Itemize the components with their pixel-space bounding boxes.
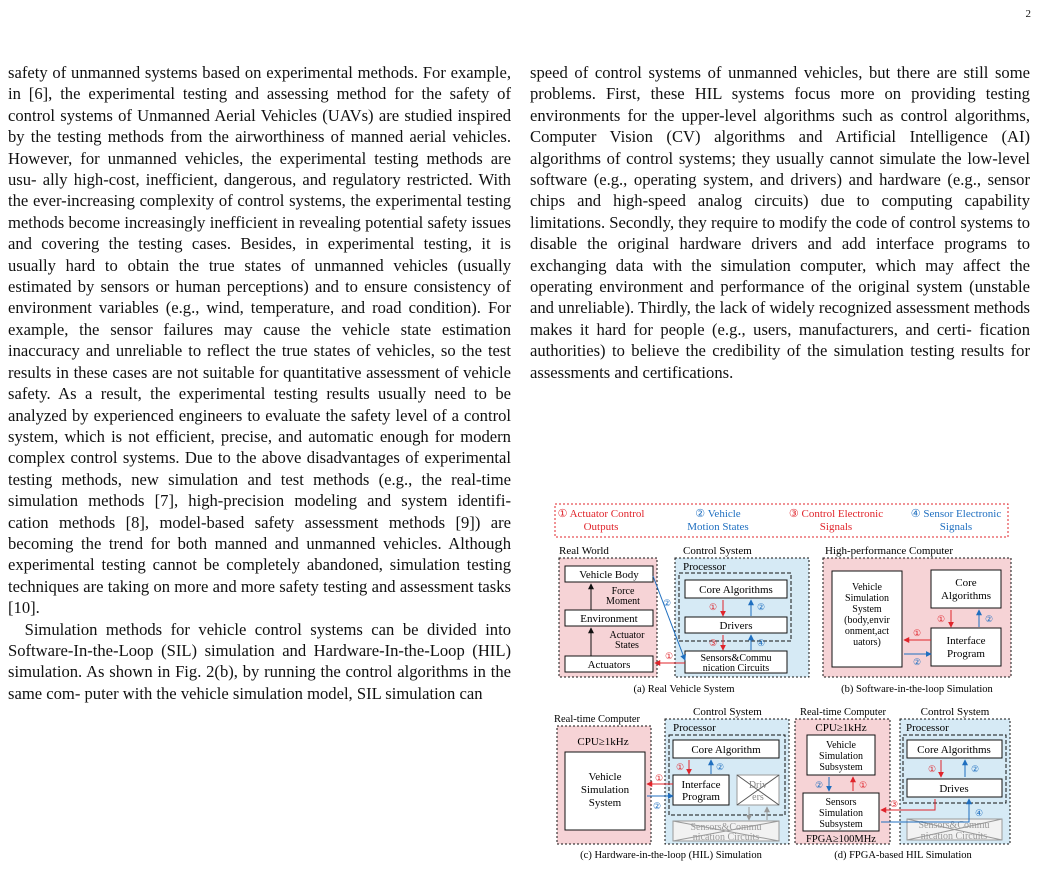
- text-line: add interface programs to exchanging data with the simulation: [530, 234, 1031, 275]
- panel-d-fpga-hil-simulation: [795, 706, 1010, 861]
- text-line: speed of control systems of unmanned vehicles, but there are: [530, 63, 957, 82]
- marker-3: ③: [889, 799, 899, 809]
- sensors-comm-c-line2: nication Circuits: [692, 832, 760, 843]
- sensors-comm-c-line1: Sensors&Commu: [690, 822, 762, 833]
- sensors-comm-d-line2: nication Circuits: [920, 831, 988, 842]
- marker-2: ②: [814, 780, 824, 790]
- text-line: experimental testing methods become increasingly inefficient: [8, 191, 511, 232]
- sensors-sim-line2: Simulation: [819, 808, 863, 819]
- real-world-label: Real World: [559, 545, 609, 557]
- text-line: Thirdly, the lack of widely recognized assessment methods: [638, 298, 1030, 318]
- sensors-comm-line2: nication Circuits: [702, 663, 770, 674]
- marker-1: ①: [912, 628, 922, 638]
- text-line: still some problems. First, these HIL systems focus more on: [530, 63, 1030, 104]
- text-line: are not suitable for quantitative assessment of vehicle safety.: [8, 362, 511, 404]
- interface-program-c-line2: Program: [682, 791, 720, 803]
- core-algorithms-b-line2: Algorithms: [940, 590, 992, 602]
- text-line: performance of the original system (unstable and unreliable).: [530, 277, 1030, 318]
- control-system-c-label: Control System: [693, 706, 762, 718]
- panel-a-real-vehicle-system: [559, 545, 809, 695]
- caption-c: (c) Hardware-in-the-loop (HIL) Simulation: [580, 850, 762, 861]
- text-line: As a result, the experimental testing results usually need to: [58, 384, 487, 404]
- text-line: the true states of vehicles, so the test results in these cases: [8, 341, 511, 382]
- actuators-box: Actuators: [587, 659, 631, 671]
- text-line: computer, which may affect the operating environment and: [530, 255, 1030, 297]
- marker-2: ②: [652, 801, 662, 811]
- text-line: from the airworthiness of manned aerial vehicles. However, for: [8, 127, 511, 168]
- interface-program-c-line1: Interface: [681, 779, 721, 791]
- interface-program-b-line1: Interface: [946, 635, 986, 647]
- figure-2-diagram: [551, 500, 1014, 862]
- text-line: automatic enough for modern complex control systems. Due: [8, 426, 511, 468]
- text-line: abandoned, simulation testing techniques are taking on more: [8, 555, 512, 596]
- text-line: be divided into Software-In-the-Loop (SIL) simulation: [8, 619, 512, 660]
- caption-d: (d) FPGA-based HIL Simulation: [834, 850, 972, 861]
- legend-item-2-line2: Motion States: [687, 521, 749, 533]
- text-line: With the ever-increasing complexity of control systems, the: [8, 170, 511, 211]
- text-line: safety of unmanned systems based on experimental methods.: [8, 63, 418, 82]
- text-line: fication authorities) to believe the credibility of the simulation: [530, 319, 1030, 361]
- core-algorithms-b-line1: Core: [955, 577, 977, 589]
- text-line: Simulation methods for vehicle control systems can: [24, 619, 395, 639]
- panel-b-sil-simulation: [823, 545, 1011, 695]
- text-line: be analyzed by experienced engineers to evaluate the safety: [8, 384, 512, 425]
- marker-2: ②: [912, 657, 922, 667]
- marker-1: ①: [708, 602, 718, 612]
- marker-4: ④: [974, 808, 984, 818]
- text-line: vehicles. Although experimental testing cannot be completely: [8, 533, 511, 575]
- text-line: makes it hard for people (e.g., users, manufacturers, and certi-: [530, 319, 972, 339]
- core-algorithms-box: Core Algorithms: [699, 584, 773, 596]
- paragraph: [8, 619, 511, 705]
- real-time-computer-d-label: Real-time Computer: [799, 707, 887, 718]
- sensors-sim-line3: Subsystem: [819, 819, 863, 830]
- control-system-label: Control System: [683, 545, 752, 557]
- processor-c-label: Processor: [673, 722, 716, 734]
- drivers-crossed-line1: Driv: [748, 780, 768, 791]
- text-line: of environment variables (e.g., wind, temperature, and road: [8, 277, 511, 318]
- text-line: obtain the true states of unmanned vehicles (usually estimated: [8, 255, 511, 297]
- figure-2: [551, 500, 1014, 862]
- marker-1: ①: [675, 762, 685, 772]
- vehicle-sim-line6: uators): [853, 637, 881, 648]
- text-line: such as control algorithms, Computer Vision (CV) algorithms: [530, 105, 1030, 147]
- sensors-comm-d-line1: Sensors&Commu: [918, 820, 990, 831]
- text-line: methods [7], high-precision modeling and system identifi-: [88, 491, 511, 511]
- marker-1: ①: [654, 773, 664, 783]
- text-line: cases. Besides, in experimental testing, it is usually hard to: [8, 234, 511, 275]
- legend-item-4-line1: ④ Sensor Electronic: [910, 508, 1002, 520]
- text-line: cation methods [8], model-based safety assessment methods: [8, 512, 446, 532]
- legend-item-4-line2: Signals: [939, 521, 973, 533]
- text-line: limitations. Secondly, they require to modify the code of: [530, 212, 906, 232]
- text-line: and Hardware-In-the-Loop (HIL) simulation. As shown in: [8, 640, 511, 682]
- panel-c-hil-simulation: [554, 706, 789, 861]
- left-column: [8, 62, 511, 704]
- text-line: ally high-cost, inefficient, dangerous, and regulatory restricted.: [42, 170, 473, 190]
- legend-item-3-line1: ③ Control Electronic: [788, 508, 884, 520]
- vehicle-sim-c-line3: System: [588, 797, 622, 809]
- real-time-computer-label: Real-time Computer: [554, 714, 641, 725]
- marker-4: ④: [756, 638, 766, 648]
- text-line: vehicle state estimation inaccuracy and unreliable to reflect: [8, 319, 511, 361]
- paragraph: [530, 62, 1030, 383]
- drives-box: Drives: [939, 783, 969, 795]
- marker-2: ②: [756, 602, 766, 612]
- text-line: operating system, and drivers) and hardware (e.g., sensor chips: [530, 170, 1030, 211]
- text-line: Fig. 2(b), by running the control algorithms in the same com-: [8, 662, 511, 703]
- text-line: Vehicles (UAVs) are studied inspired by the testing methods: [8, 105, 512, 147]
- text-line: in revealing potential safety issues and covering the testing: [8, 212, 511, 254]
- figure-legend: [555, 504, 1008, 537]
- text-line: For example, in [6], the experimental testing and assessing: [8, 63, 511, 104]
- vehicle-body-box: Vehicle Body: [579, 569, 639, 581]
- text-line: and Artificial Intelligence (AI) algorithms of control systems;: [530, 127, 1031, 168]
- force-moment-line2: Moment: [606, 596, 640, 607]
- text-line: [9]) are becoming the trend for both manned and unmanned: [8, 512, 511, 553]
- legend-item-3-line2: Signals: [819, 521, 853, 533]
- cpu-d-label: CPU≥1kHz: [815, 722, 867, 734]
- processor-d-label: Processor: [906, 722, 949, 734]
- marker-1: ①: [927, 764, 937, 774]
- text-line: control systems to disable the original hardware drivers and: [530, 212, 1030, 254]
- text-line: and more safety testing and assessment tasks [10].: [8, 576, 512, 618]
- processor-label: Processor: [683, 561, 726, 573]
- caption-a: (a) Real Vehicle System: [633, 684, 735, 695]
- high-performance-computer-label: High-performance Computer: [825, 545, 953, 557]
- marker-2: ②: [984, 614, 994, 624]
- vehicle-sim-line3: System: [852, 604, 882, 615]
- marker-1: ①: [858, 780, 868, 790]
- sensors-comm-line1: Sensors&Commu: [700, 653, 772, 664]
- marker-2: ②: [662, 598, 672, 608]
- marker-3: ③: [708, 638, 718, 648]
- vehicle-sim-c-line2: Simulation: [580, 784, 630, 796]
- caption-b: (b) Software-in-the-loop Simulation: [841, 684, 993, 695]
- vehicle-sim-line5: onment,act: [844, 626, 890, 637]
- text-line: testing results for assessments and certifications.: [530, 341, 1030, 382]
- control-system-d-label: Control System: [920, 706, 990, 718]
- interface-program-b-line2: Program: [947, 648, 985, 660]
- legend-item-1-line1: ① Actuator Control: [557, 508, 645, 520]
- text-line: they usually cannot simulate the low-level software (e.g.,: [530, 148, 1030, 190]
- vehicle-sim-line2: Simulation: [845, 593, 889, 604]
- page-number: 2: [1025, 8, 1031, 20]
- marker-2: ②: [715, 762, 725, 772]
- text-line: providing testing environments for the upper-level algorithms: [530, 84, 1030, 125]
- cpu-label: CPU≥1kHz: [577, 736, 629, 748]
- text-line: method for the safety of control systems of Unmanned Aerial: [8, 84, 511, 125]
- marker-1: ①: [664, 651, 674, 661]
- actuator-states-line1: Actuator: [609, 630, 645, 641]
- core-algorithms-d-box: Core Algorithms: [917, 744, 991, 756]
- sensors-sim-line1: Sensors: [825, 797, 857, 808]
- paragraph: [8, 62, 511, 619]
- vehicle-sim-line4: (body,envir: [844, 615, 890, 626]
- force-moment-line1: Force: [611, 586, 635, 597]
- vehicle-sim-line1: Vehicle: [852, 582, 882, 593]
- text-line: puter with the vehicle simulation model, SIL simulation can: [84, 683, 483, 703]
- text-line: by sensors or human perceptions) and to ensure consistency: [77, 277, 492, 297]
- environment-box: Environment: [580, 613, 638, 625]
- text-line: condition). For example, the sensor failures may cause the: [8, 298, 512, 339]
- vehicle-sim-d-line2: Simulation: [819, 751, 863, 762]
- text-line: and high-speed analog circuits) due to computing capability: [577, 191, 1030, 211]
- drivers-crossed-line2: ers: [752, 792, 764, 803]
- core-algorithm-c-box: Core Algorithm: [691, 744, 761, 756]
- marker-1: ①: [936, 614, 946, 624]
- actuator-states-line2: States: [615, 640, 639, 651]
- text-line: new simulation and test methods (e.g., the real-time simulation: [8, 469, 511, 511]
- fpga-label: FPGA≥100MHz: [806, 834, 876, 845]
- marker-2: ②: [970, 764, 980, 774]
- right-column: [530, 62, 1030, 383]
- vehicle-sim-c-line1: Vehicle: [588, 771, 622, 783]
- vehicle-sim-d-line3: Subsystem: [819, 762, 863, 773]
- drivers-box: Drivers: [719, 620, 753, 632]
- legend-item-1-line2: Outputs: [583, 521, 619, 533]
- text-line: to the above disadvantages of experimental testing methods,: [8, 448, 511, 489]
- legend-item-2-line1: ② Vehicle: [695, 508, 741, 520]
- text-line: unmanned vehicles, the experimental testing methods are usu-: [8, 148, 511, 190]
- text-line: level of a control system, which is not efficient, precise, and: [8, 405, 512, 446]
- vehicle-sim-d-line1: Vehicle: [826, 740, 856, 751]
